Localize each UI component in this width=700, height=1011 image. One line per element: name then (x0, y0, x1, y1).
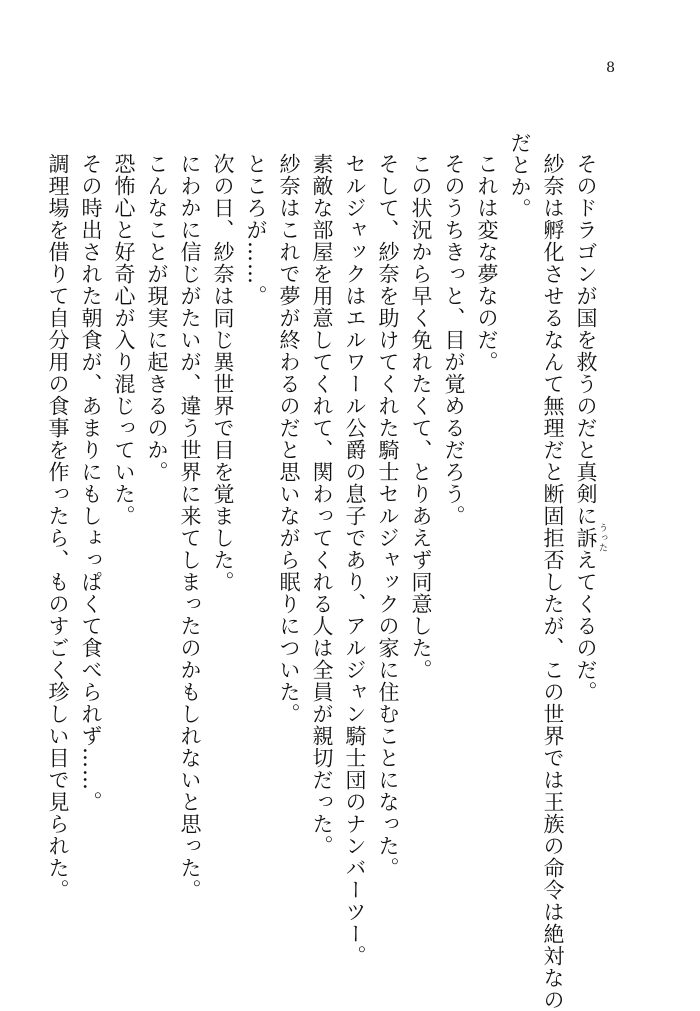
text-line: だとか。 (508, 132, 532, 220)
text-line: その時出された朝食が、あまりにもしょっぱくて食べられず……。 (79, 153, 103, 813)
text-line: こんなことが現実に起きるのか。 (145, 153, 169, 483)
text-line: そのうちきっと、目が覚めるだろう。 (442, 153, 466, 527)
text-segment: そのドラゴンが国を救うのだと真剣に (574, 153, 598, 527)
text-line: 紗奈はこれで夢が終わるのだと思いながら眠りについた。 (277, 153, 301, 725)
vertical-text-body (41, 132, 607, 1011)
ruby-base: 訴 (574, 523, 598, 553)
text-line: そして、紗奈を助けてくれた騎士セルジャックの家に住むことになった。 (376, 153, 400, 879)
ruby-reading: うった (597, 523, 607, 553)
text-line: この状況から早く免れたくて、とりあえず同意した。 (409, 153, 433, 681)
text-line: セルジャックはエルワール公爵の息子であり、アルジャン騎士団のナンバーツー。 (343, 153, 367, 967)
text-line: 恐怖心と好奇心が入り混じっていた。 (112, 153, 136, 527)
text-line: にわかに信じがたいが、違う世界に来てしまったのかもしれないと思った。 (178, 153, 202, 901)
text-line: 調理場を借りて自分用の食事を作ったら、ものすごく珍しい目で見られた。 (46, 153, 70, 901)
text-line: 次の日、紗奈は同じ異世界で目を覚ました。 (211, 153, 235, 593)
ruby-word (574, 523, 607, 553)
page-number: 8 (606, 60, 615, 76)
text-line: 素敵な部屋を用意してくれて、関わってくれる人は全員が親切だった。 (310, 153, 334, 857)
text-line (569, 132, 607, 942)
text-line: これは変な夢なのだ。 (475, 153, 499, 373)
text-segment: えてくるのだ。 (574, 549, 598, 703)
text-line: ところが……。 (244, 153, 268, 307)
text-line: 紗奈は孵化させるなんて無理だと断固拒否したが、この世界では王族の命令は絶対なの (541, 153, 565, 1011)
